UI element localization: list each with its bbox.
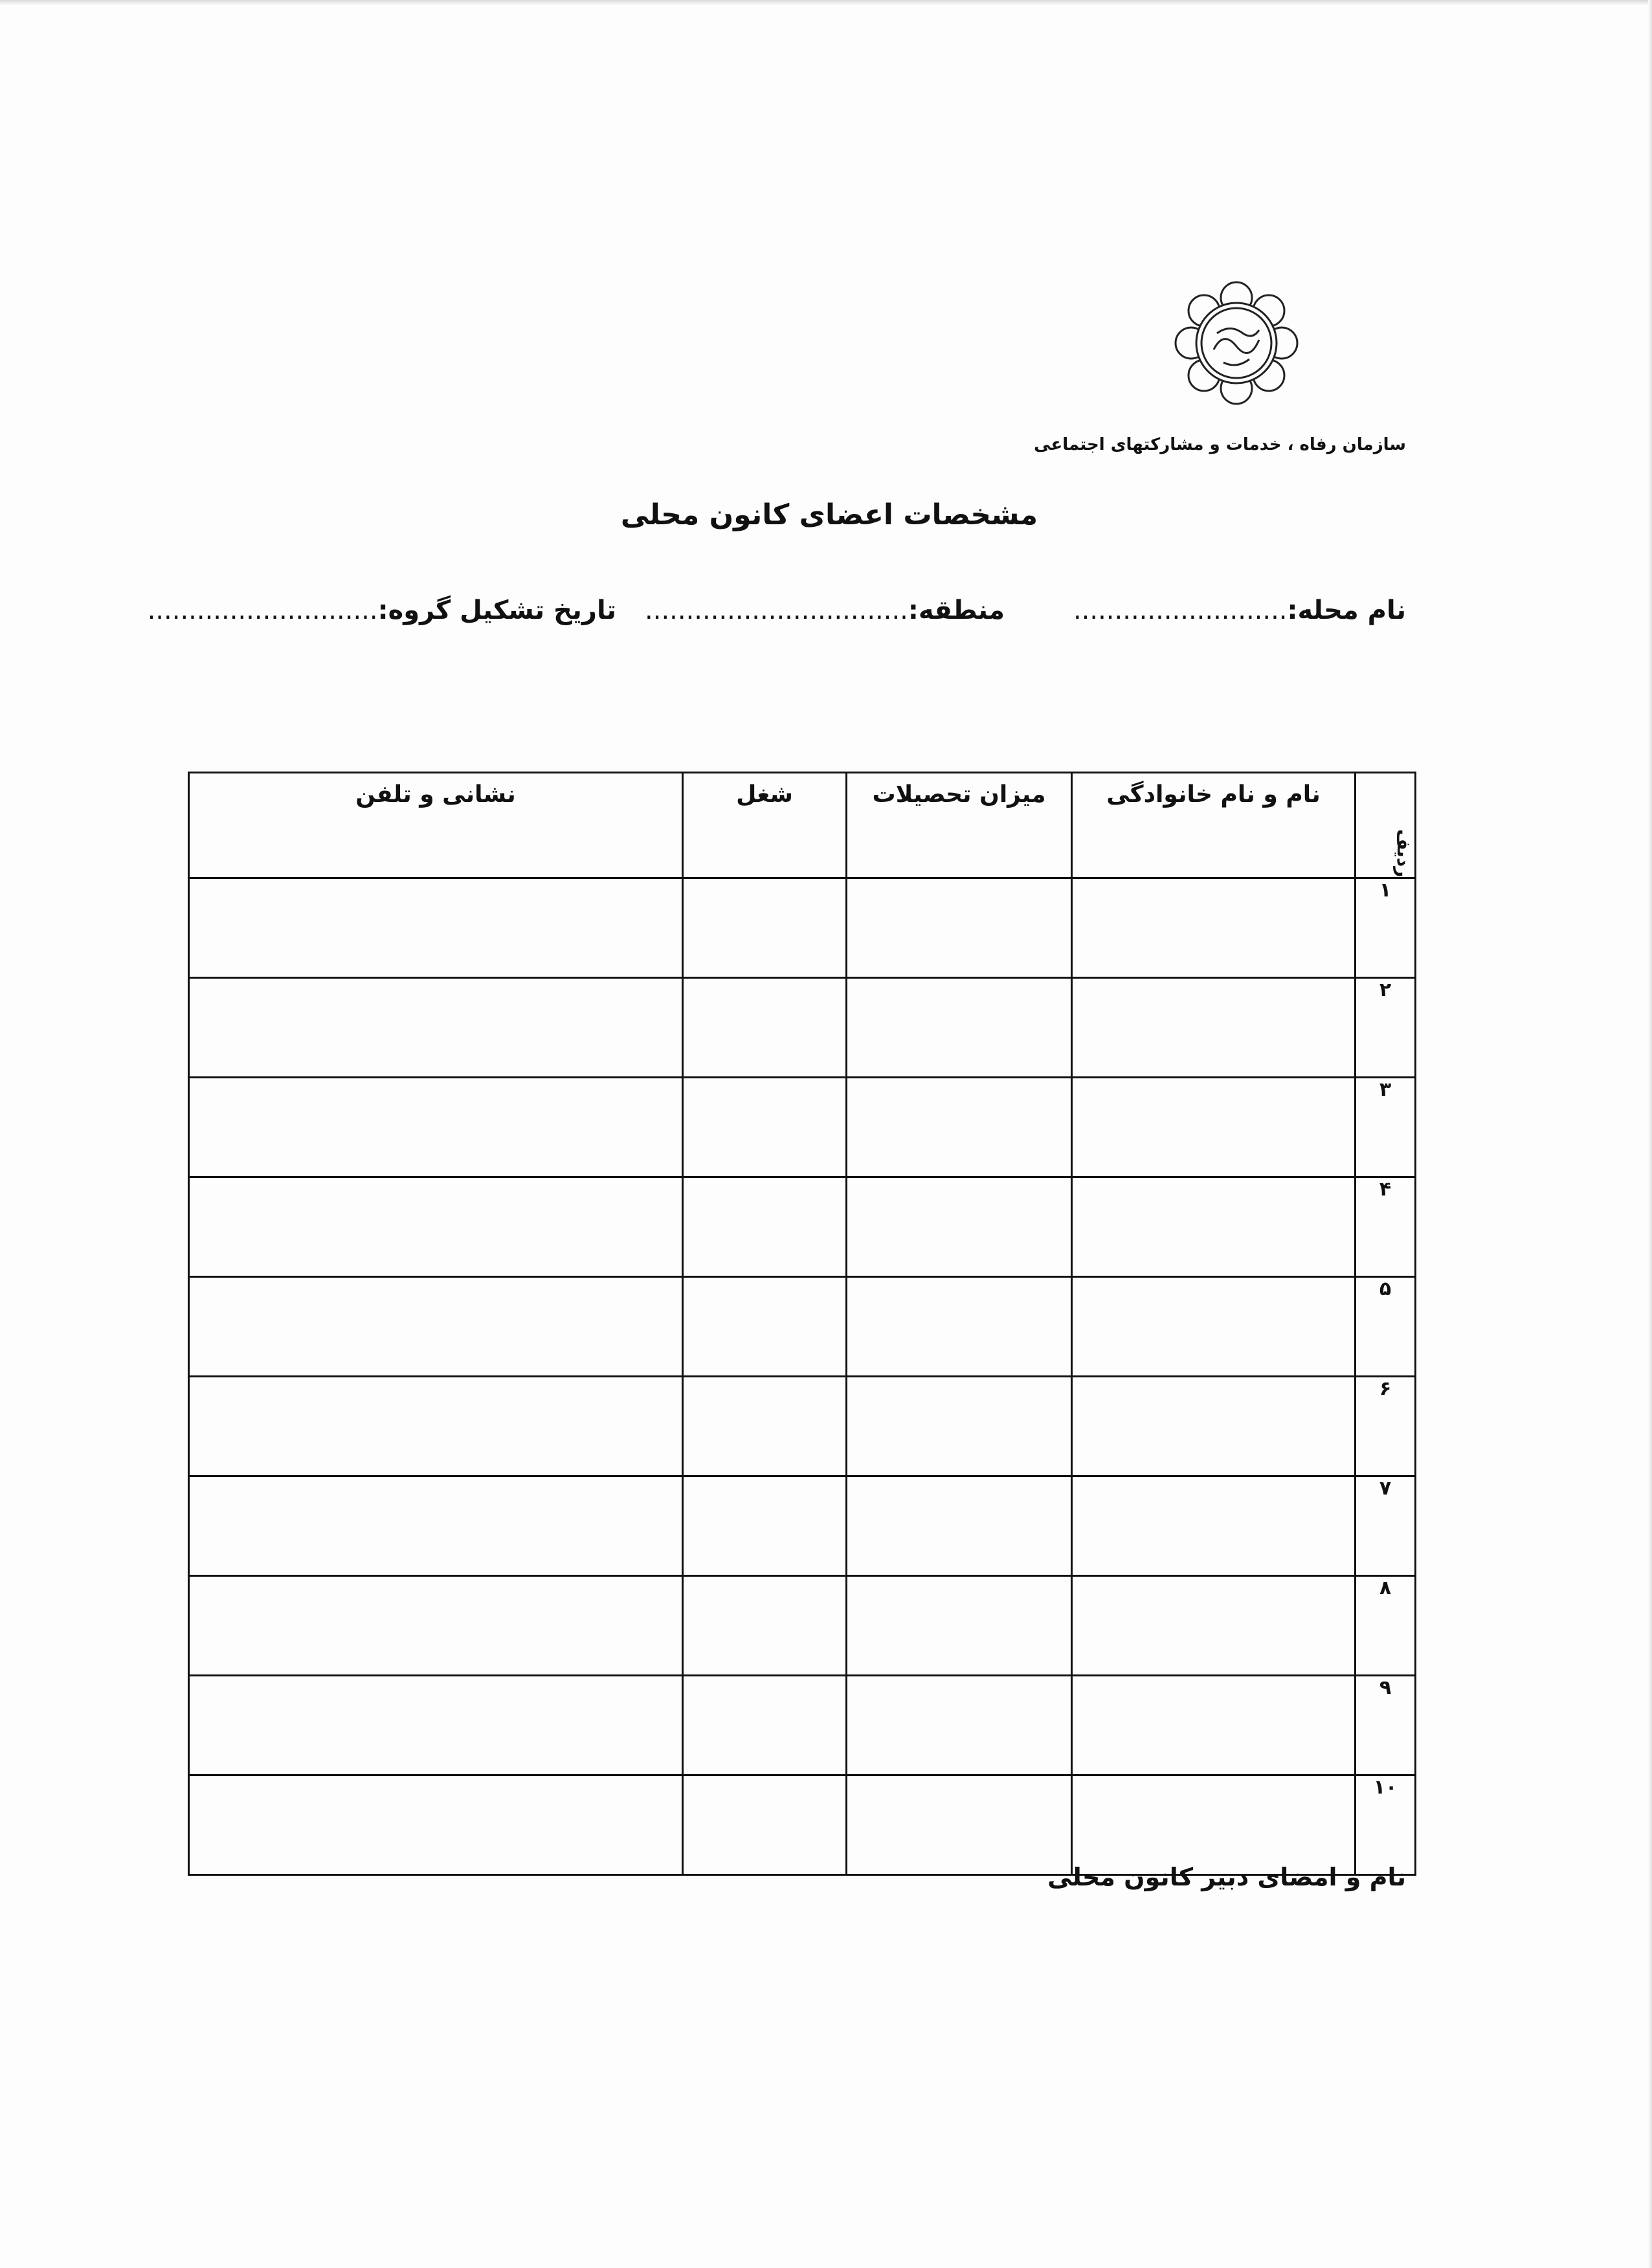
address-cell[interactable] [189, 1676, 683, 1775]
neighborhood-dots: .......................... [1073, 595, 1288, 625]
neighborhood-field [1073, 595, 1406, 625]
table-row [189, 978, 1416, 1078]
region-field [645, 595, 1005, 625]
table-row [189, 1277, 1416, 1377]
name-cell[interactable] [1072, 1277, 1356, 1377]
row-number: ۲ [1356, 978, 1416, 1078]
table-row [189, 1476, 1416, 1576]
address-cell[interactable] [189, 1078, 683, 1177]
row-number: ۴ [1356, 1177, 1416, 1277]
education-cell[interactable] [847, 1277, 1072, 1377]
row-number: ۱ [1356, 878, 1416, 978]
neighborhood-label: نام محله: [1287, 595, 1406, 625]
name-cell[interactable] [1072, 1476, 1356, 1576]
education-cell[interactable] [847, 878, 1072, 978]
education-cell[interactable] [847, 978, 1072, 1078]
formation-date-label: تاریخ تشکیل گروه: [377, 595, 616, 625]
header-name: نام و نام خانوادگی [1072, 773, 1356, 878]
address-cell[interactable] [189, 1775, 683, 1875]
region-label: منطقه: [908, 595, 1005, 625]
name-cell[interactable] [1072, 1775, 1356, 1875]
header-address: نشانی و تلفن [189, 773, 683, 878]
education-cell[interactable] [847, 1377, 1072, 1476]
education-cell[interactable] [847, 1078, 1072, 1177]
job-cell[interactable] [683, 1177, 847, 1277]
table-row [189, 1377, 1416, 1476]
address-cell[interactable] [189, 878, 683, 978]
page-top-edge [0, 0, 1652, 5]
name-cell[interactable] [1072, 1377, 1356, 1476]
row-number: ۷ [1356, 1476, 1416, 1576]
organization-name: سازمان رفاه ، خدمات و مشارکتهای اجتماعی [1034, 435, 1406, 454]
job-cell[interactable] [683, 1775, 847, 1875]
name-cell[interactable] [1072, 1576, 1356, 1676]
table-row [189, 1177, 1416, 1277]
form-title-wrapper [0, 498, 1652, 531]
row-number: ۶ [1356, 1377, 1416, 1476]
address-cell[interactable] [189, 1277, 683, 1377]
education-cell[interactable] [847, 1775, 1072, 1875]
row-number: ۳ [1356, 1078, 1416, 1177]
name-cell[interactable] [1072, 1676, 1356, 1775]
education-cell[interactable] [847, 1177, 1072, 1277]
page-right-edge [1648, 0, 1652, 2268]
job-cell[interactable] [683, 878, 847, 978]
name-cell[interactable] [1072, 1177, 1356, 1277]
education-cell[interactable] [847, 1476, 1072, 1576]
row-number: ۹ [1356, 1676, 1416, 1775]
table-row [189, 1078, 1416, 1177]
signature-label: نام و امضای دبیر کانون محلی [1047, 1863, 1406, 1891]
name-cell[interactable] [1072, 1078, 1356, 1177]
header-education: میزان تحصیلات [847, 773, 1072, 878]
table-header-row [189, 773, 1416, 878]
header-job: شغل [683, 773, 847, 878]
header-row-number: ردیف [1356, 773, 1416, 878]
members-table [188, 772, 1416, 1876]
job-cell[interactable] [683, 1576, 847, 1676]
form-title: مشخصات اعضای کانون محلی [620, 498, 1038, 531]
job-cell[interactable] [683, 978, 847, 1078]
formation-date-field [148, 595, 616, 625]
job-cell[interactable] [683, 1476, 847, 1576]
job-cell[interactable] [683, 1277, 847, 1377]
address-cell[interactable] [189, 1476, 683, 1576]
address-cell[interactable] [189, 1377, 683, 1476]
job-cell[interactable] [683, 1676, 847, 1775]
education-cell[interactable] [847, 1576, 1072, 1676]
formation-date-dots: ............................ [147, 595, 378, 625]
job-cell[interactable] [683, 1377, 847, 1476]
table-row [189, 1775, 1416, 1875]
education-cell[interactable] [847, 1676, 1072, 1775]
name-cell[interactable] [1072, 878, 1356, 978]
job-cell[interactable] [683, 1078, 847, 1177]
table-row [189, 1676, 1416, 1775]
address-cell[interactable] [189, 1576, 683, 1676]
table-row [189, 1576, 1416, 1676]
row-number: ۵ [1356, 1277, 1416, 1377]
municipality-logo [1146, 278, 1327, 408]
address-cell[interactable] [189, 1177, 683, 1277]
name-cell[interactable] [1072, 978, 1356, 1078]
table-row [189, 878, 1416, 978]
address-cell[interactable] [189, 978, 683, 1078]
region-dots: ................................ [645, 595, 908, 625]
row-number: ۱۰ [1356, 1775, 1416, 1875]
row-number: ۸ [1356, 1576, 1416, 1676]
